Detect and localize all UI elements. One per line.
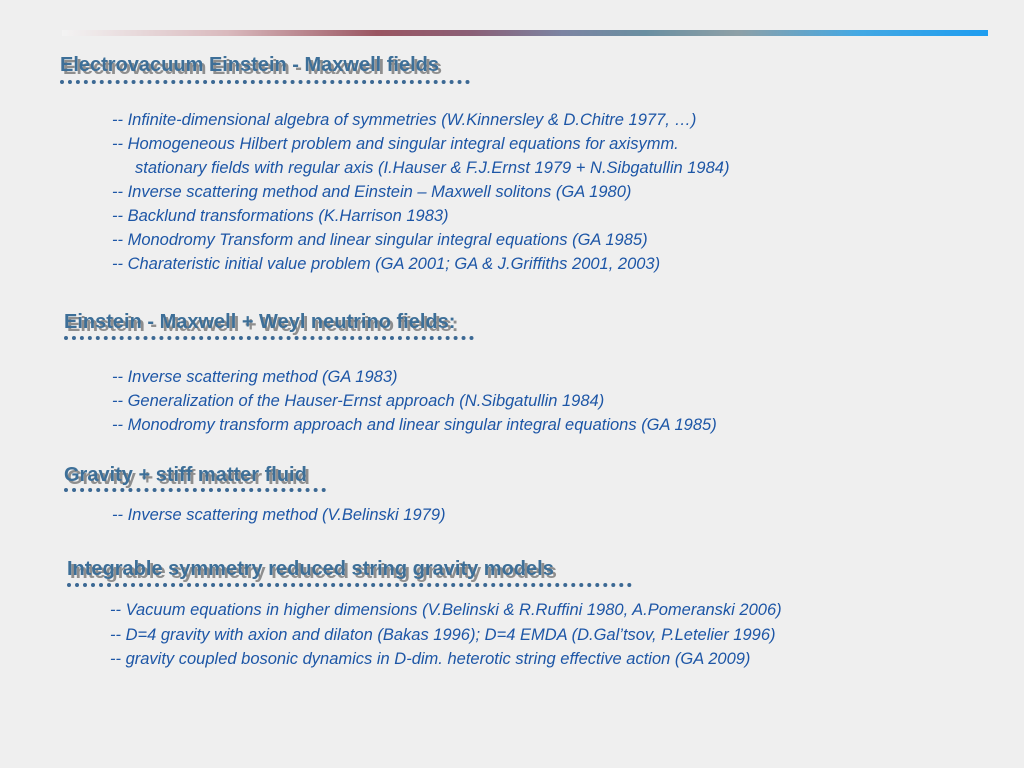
list-item: -- Homogeneous Hilbert problem and singular integral equations for axisymm.	[112, 135, 679, 153]
section-heading-electrovacuum: Electrovacuum Einstein - Maxwell fields	[60, 54, 440, 76]
list-item: -- Generalization of the Hauser-Ernst approach (N.Sibgatullin 1984)	[112, 392, 605, 410]
list-item: -- Backlund transformations (K.Harrison 1983)	[112, 207, 449, 225]
list-item: -- Inverse scattering method and Einstein – Maxwell solitons (GA 1980)	[112, 183, 632, 201]
section-heading-weyl-neutrino: Einstein - Maxwell + Weyl neutrino fields:	[64, 311, 456, 333]
list-item: -- Monodromy Transform and linear singular integral equations (GA 1985)	[112, 231, 648, 249]
list-item: -- Monodromy transform approach and linear singular integral equations (GA 1985)	[112, 416, 717, 434]
list-item: -- Inverse scattering method (V.Belinski 1979)	[112, 506, 446, 524]
heading-underline	[64, 488, 326, 492]
list-item: -- Infinite-dimensional algebra of symmetries (W.Kinnersley & D.Chitre 1977, …)	[112, 111, 697, 129]
section-heading-string-gravity: Integrable symmetry reduced string gravity models	[67, 558, 554, 580]
heading-underline	[67, 583, 632, 587]
list-item: -- Inverse scattering method (GA 1983)	[112, 368, 398, 386]
heading-underline	[64, 336, 474, 340]
list-item: stationary fields with regular axis (I.Hauser & F.J.Ernst 1979 + N.Sibgatullin 1984)	[135, 159, 730, 177]
heading-underline	[60, 80, 470, 84]
decorative-gradient-bar	[62, 30, 988, 36]
section-heading-stiff-matter: Gravity + stiff matter fluid	[64, 464, 307, 486]
list-item: -- D=4 gravity with axion and dilaton (Bakas 1996); D=4 EMDA (D.Gal’tsov, P.Letelier 1996)	[110, 626, 776, 644]
list-item: -- Vacuum equations in higher dimensions (V.Belinski & R.Ruffini 1980, A.Pomeranski 2006)	[110, 601, 782, 619]
list-item: -- Charateristic initial value problem (GA 2001; GA & J.Griffiths 2001, 2003)	[112, 255, 661, 273]
list-item: -- gravity coupled bosonic dynamics in D-dim. heterotic string effective action (GA 2009)	[110, 650, 751, 668]
